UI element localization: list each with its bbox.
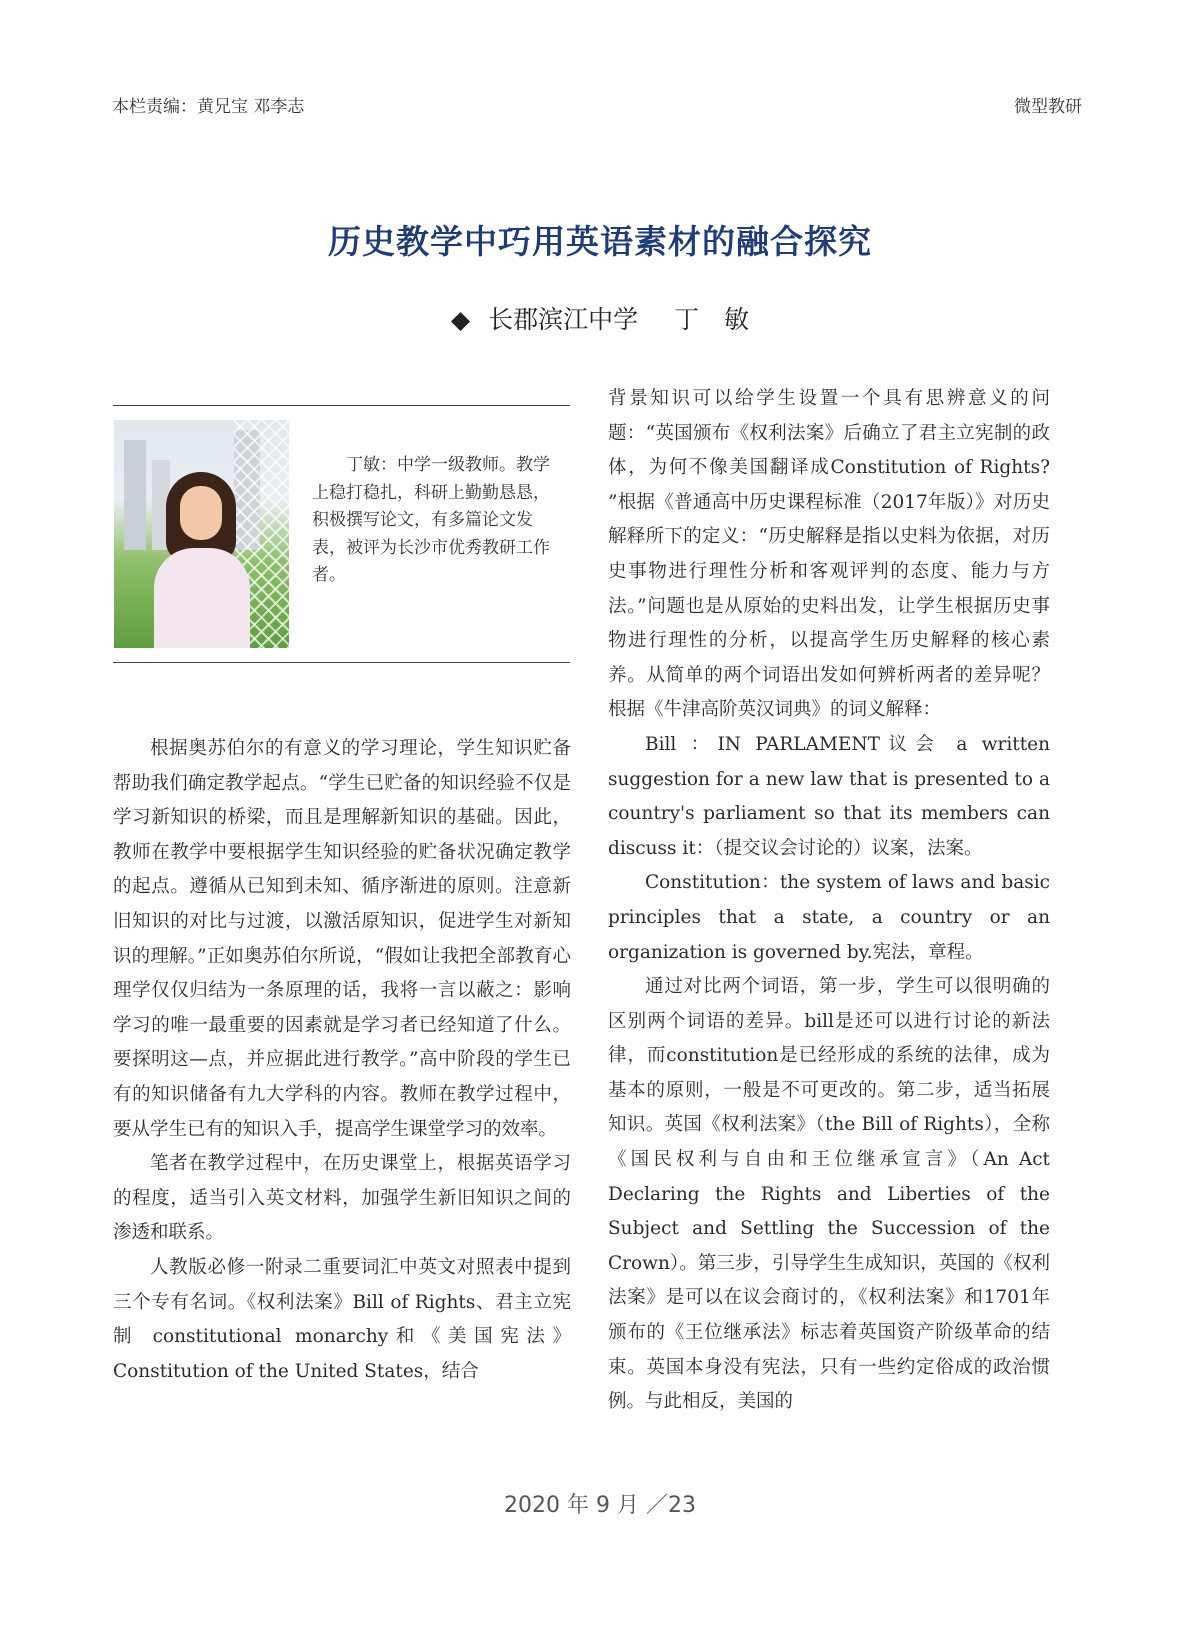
bio-name: 丁敏： bbox=[346, 455, 397, 475]
bill-definition: Bill ：IN PARLAMENT议会 a written suggestion for a new law that is presented to a country's parliament so that its members can discuss it：（提交议会讨论的）议案，法案。 bbox=[608, 733, 1050, 859]
column-editor-credit: 本栏责编：黄兄宝 邓李志 bbox=[112, 97, 305, 117]
section-label: 微型教研 bbox=[1014, 97, 1082, 117]
bio-divider-top bbox=[113, 405, 570, 406]
bio-text: 中学一级教师。教学上稳打稳扎，科研上勤勤恳恳，积极撰写论文，有多篇论文发表，被评为长沙市优秀教研工作者。 bbox=[312, 455, 550, 585]
article-title: 历史教学中巧用英语素材的融合探究 bbox=[328, 222, 872, 261]
paragraph: 根据奥苏伯尔的有意义的学习理论，学生知识贮备帮助我们确定教学起点。“学生已贮备的知识经验不仅是学习新知识的桥梁，而且是理解新知识的基础。因此，教师在教学中要根据学生知识经验的贮备状况确定教学的起点。遵循从已知到未知、循序渐进的原则。注意新旧知识的对比与过渡，以激活原知识，促进学生对新知识的理解。”正如奥苏伯尔所说，“假如让我把全部教育心理学仅仅归结为一条原理的话，我将一言以蔽之：影响学习的唯一最重要的因素就是学习者已经知道了什么。要探明这—点，并应据此进行教学。”高中阶段的学生已有的知识储备有九大学科的内容。教师在教学过程中，要从学生已有的知识入手，提高学生课堂学习的效率。 bbox=[113, 738, 571, 1140]
right-column bbox=[608, 382, 1050, 1420]
left-column bbox=[113, 732, 571, 1389]
constitution-definition: Constitution：the system of laws and basic principles that a state, a country or an organization is governed by.宪法，章程。 bbox=[608, 872, 1050, 963]
author-bio bbox=[312, 452, 557, 590]
page-footer: 2020 年 9 月 ／23 bbox=[504, 1493, 696, 1518]
paragraph: 人教版必修一附录二重要词汇中英文对照表中提到三个专有名词。《权利法案》Bill of Rights、君主立宪制 constitutional monarchy和《美国宪法》Constitution of the United States，结合 bbox=[113, 1256, 571, 1382]
author-photo bbox=[114, 420, 289, 648]
byline bbox=[0, 300, 1200, 336]
paragraph: 笔者在教学过程中，在历史课堂上，根据英语学习的程度，适当引入英文材料，加强学生新旧知识之间的渗透和联系。 bbox=[113, 1153, 571, 1244]
bio-divider-bottom bbox=[113, 662, 570, 663]
paragraph-continued: 背景知识可以给学生设置一个具有思辨意义的问题：“英国颁布《权利法案》后确立了君主立宪制的政体，为何不像美国翻译成Constitution of Rights? ”根据《普通高中历史课程标准（2017年版）》对历史解释所下的定义：“历史解释是指以史料为依据，对历史事物进行理性分析和客观评判的态度、能力与方法。”问题也是从原始的史料出发，让学生根据历史事物进行理性的分析，以提高学生历史解释的核心素养。从简单的两个词语出发如何辨析两者的差异呢？根据《牛津高阶英汉词典》的词义解释： bbox=[608, 388, 1050, 721]
author-school: 长郡滨江中学 bbox=[488, 305, 639, 334]
diamond-icon: ◆ bbox=[450, 305, 471, 334]
paragraph: 通过对比两个词语，第一步，学生可以很明确的区别两个词语的差异。bill是还可以进行讨论的新法律，而constitution是已经形成的系统的法律，成为基本的原则，一般是不可更改的。第二步，适当拓展知识。英国《权利法案》（the Bill of Rights），全称《国民权利与自由和王位继承宣言》（An Act Declaring the Rights and Liberties of the Subject and Settling the Succession of the Crown）。第三步，引导学生生成知识，英国的《权利法案》是可以在议会商讨的，《权利法案》和1701年颁布的《王位继承法》标志着英国资产阶级革命的结束。英国本身没有宪法，只有一些约定俗成的政治惯例。与此相反，美国的 bbox=[608, 976, 1050, 1413]
author-name: 丁 敏 bbox=[674, 305, 750, 334]
